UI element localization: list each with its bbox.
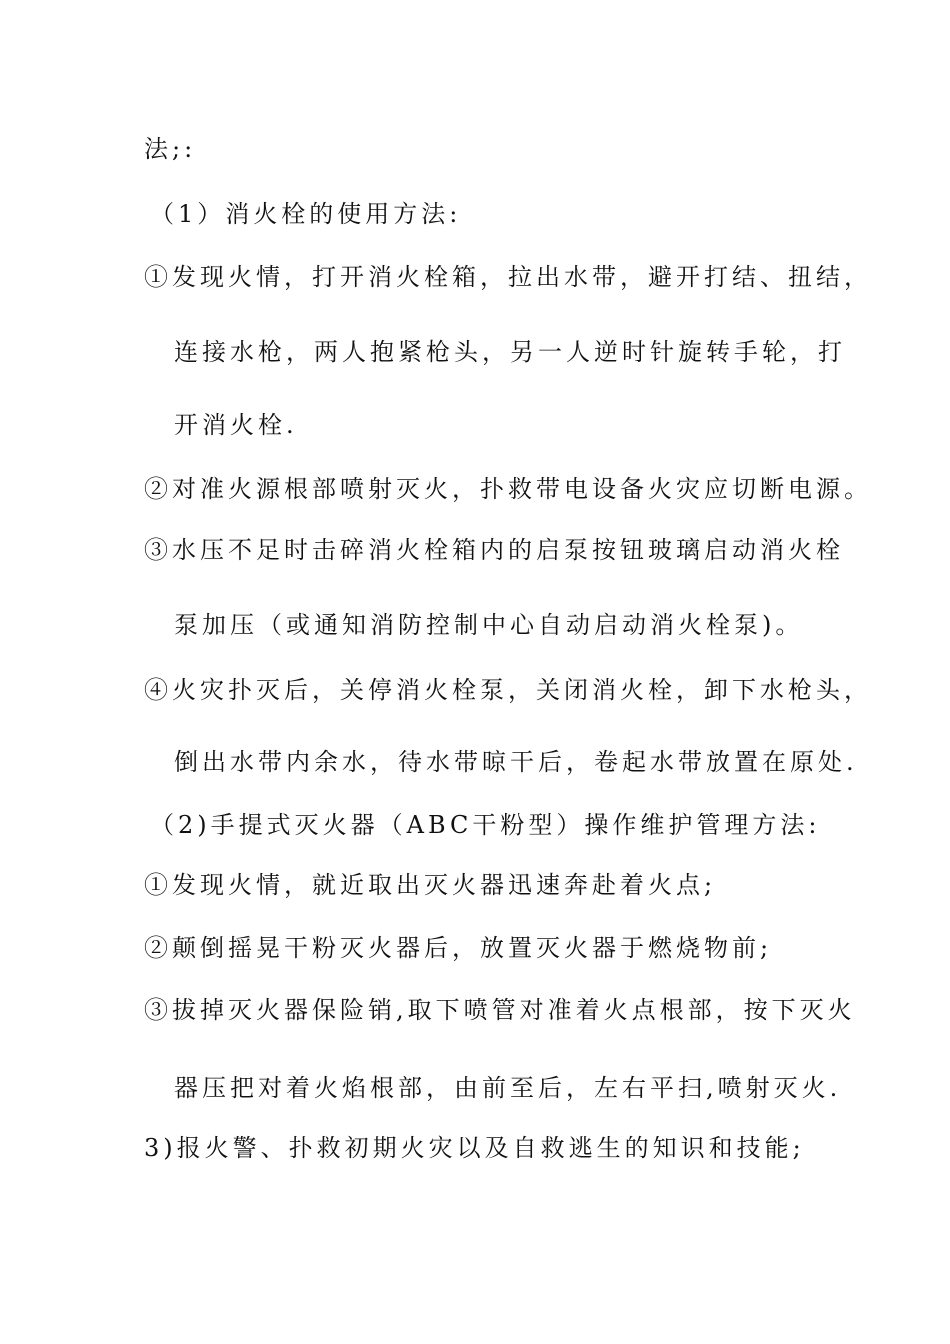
section-heading-extinguisher: （2)手提式灭火器（ABC干粉型）操作维护管理方法: [150,811,821,839]
list-item-1-line-3: 开消火栓. [174,411,298,439]
list-item-5: ①发现火情，就近取出灭火器迅速奔赴着火点; [144,871,717,899]
list-item-7-line-2: 器压把对着火焰根部，由前至后，左右平扫,喷射灭火. [174,1074,842,1102]
list-item-6: ②颠倒摇晃干粉灭火器后，放置灭火器于燃烧物前; [144,934,773,962]
list-item-7-line-1: ③拔掉灭火器保险销,取下喷管对准着火点根部，按下灭火 [144,996,856,1024]
list-item-1-line-1: ①发现火情，打开消火栓箱，拉出水带，避开打结、扭结， [144,263,872,291]
text-line-continuation: 法;: [144,135,197,163]
section-heading-alarm-escape: 3)报火警、扑救初期火灾以及自救逃生的知识和技能; [144,1134,805,1162]
list-item-3-line-1: ③水压不足时击碎消火栓箱内的启泵按钮玻璃启动消火栓 [144,536,844,564]
list-item-3-line-2: 泵加压（或通知消防控制中心自动启动消火栓泵)。 [174,611,804,639]
list-item-1-line-2: 连接水枪，两人抱紧枪头，另一人逆时针旋转手轮，打 [174,338,846,366]
list-item-4-line-1: ④火灾扑灭后，关停消火栓泵，关闭消火栓，卸下水枪头， [144,676,872,704]
section-heading-hydrant-usage: （1）消火栓的使用方法: [150,200,462,228]
list-item-4-line-2: 倒出水带内余水，待水带晾干后，卷起水带放置在原处. [174,748,858,776]
list-item-2: ②对准火源根部喷射灭火，扑救带电设备火灾应切断电源。 [144,475,872,503]
